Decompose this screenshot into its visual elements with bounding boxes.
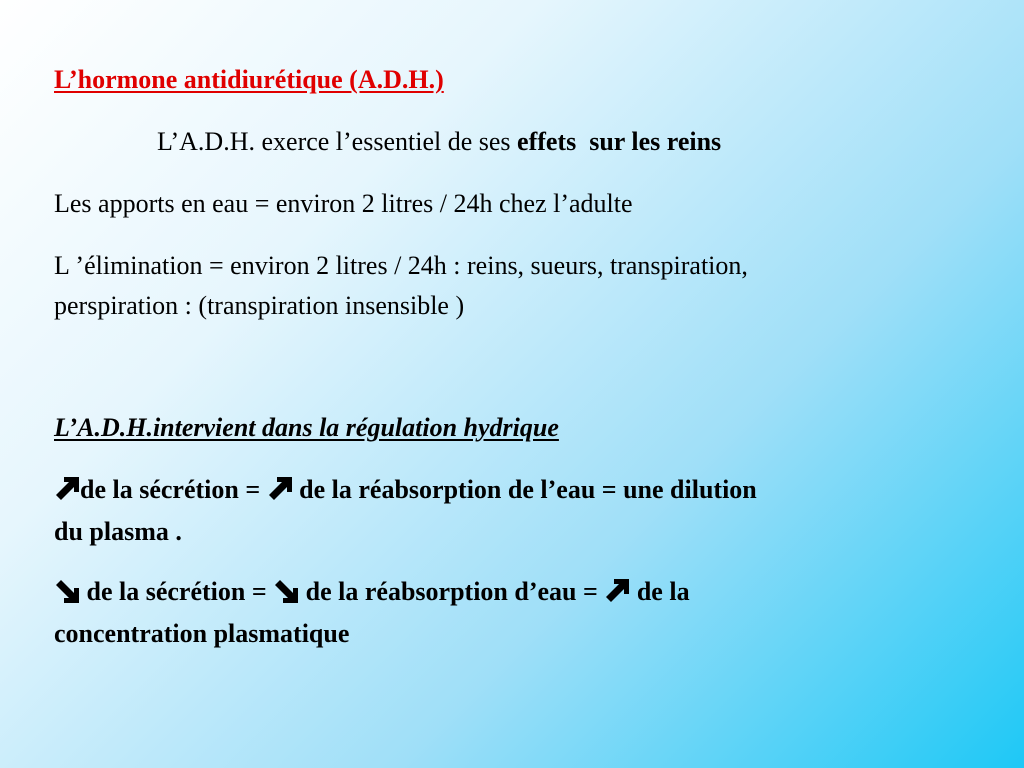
- arrow-up-right-icon: [604, 578, 630, 604]
- elimination-line-2: perspiration : (transpiration insensible ): [54, 291, 465, 320]
- arrow-up-right-icon: [267, 476, 293, 502]
- arrow-up-right-icon: [54, 476, 80, 502]
- item1-line2: du plasma .: [54, 517, 182, 546]
- item2-part2: de la réabsorption d’eau =: [299, 577, 605, 606]
- item2-part3: de la: [630, 577, 690, 606]
- item2-line2: concentration plasmatique: [54, 619, 350, 648]
- regulation-subtitle: L’A.D.H.intervient dans la régulation hydrique: [54, 413, 559, 442]
- slide-title: L’hormone antidiurétique (A.D.H.): [54, 65, 444, 94]
- effects-bold-1: effets: [517, 127, 577, 156]
- elimination-line-1: L ’élimination = environ 2 litres / 24h : reins, sueurs, transpiration,: [54, 251, 748, 280]
- item1-line1: [54, 472, 757, 508]
- arrow-down-right-icon: [54, 578, 80, 604]
- apports-line: Les apports en eau = environ 2 litres / 24h chez l’adulte: [54, 189, 633, 218]
- item2-part1: de la sécrétion =: [80, 577, 274, 606]
- effects-bold-2: sur les reins: [589, 127, 722, 156]
- effects-line: [157, 124, 721, 160]
- effects-prefix: L’A.D.H. exerce l’essentiel de ses: [157, 127, 518, 156]
- arrow-down-right-icon: [273, 578, 299, 604]
- item1-part2: de la réabsorption de l’eau = une dilution: [292, 475, 757, 504]
- item2-line1: [54, 574, 690, 610]
- item1-part1: de la sécrétion =: [80, 475, 267, 504]
